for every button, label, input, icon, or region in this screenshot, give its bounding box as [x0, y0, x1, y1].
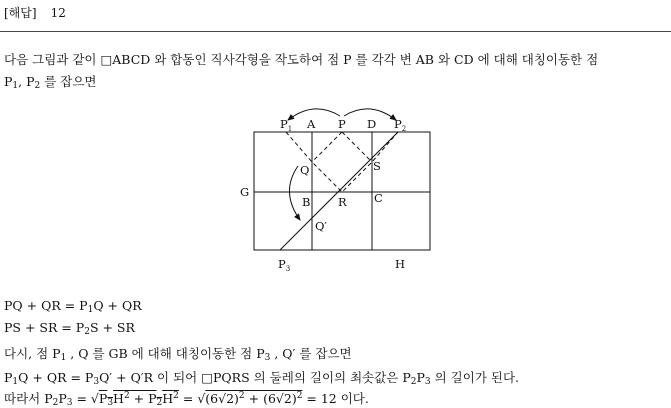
label-P1: $P_1$	[280, 117, 293, 133]
dashed-PQ	[312, 132, 342, 162]
answer-line	[4, 4, 66, 21]
divider	[0, 31, 671, 32]
outer-rectangle	[254, 132, 430, 250]
dashed-PS	[342, 132, 372, 162]
arc-q	[289, 166, 300, 220]
dashed-path	[286, 132, 398, 192]
math-line-5: 따라서 $P_2P_3 = √P_3H^2 + P_2H^2 = √(6√2)^2 + (6√2)^2 = 12$ 이다.	[4, 391, 369, 408]
answer-value: 12	[50, 6, 66, 20]
label-P3: $P_3$	[278, 257, 291, 273]
label-G: G	[240, 185, 250, 199]
problem-line-1: 다음 그림과 같이 □ABCD 와 합동인 직사각형을 작도하여 점 P 를 각각 변 AB 와 CD 에 대해 대칭이동한 점	[4, 52, 599, 67]
label-B: B	[302, 195, 311, 209]
answer-label: [해답]	[4, 6, 37, 20]
math-line-1: PQ + QR = $P_1Q$ + QR	[4, 298, 142, 315]
label-Q: Q	[300, 163, 310, 177]
math-line-4: $P_1Q$ + QR = $P_3Q' + Q'R$ 이 되어 □PQRS 의 둘레의 길이의 최솟값은 $P_2P_3$ 의 길이가 된다.	[4, 370, 520, 387]
label-Qprime: Q′	[315, 219, 328, 233]
label-P: P	[338, 117, 346, 131]
label-R: R	[338, 195, 347, 209]
label-S: S	[373, 159, 381, 173]
label-A: A	[307, 117, 316, 131]
geometry-figure	[234, 108, 444, 274]
math-line-3: 다시, 점 $P_1$ , Q 를 GB 에 대해 대칭이동한 점 $P_3$ , Q′ 를 잡으면	[4, 346, 352, 363]
label-H: H	[395, 257, 406, 271]
label-C: C	[374, 191, 383, 205]
label-P2: $P_2$	[394, 117, 407, 133]
label-D: D	[367, 117, 377, 131]
math-line-2: PS + SR = $P_2S$ + SR	[4, 320, 135, 337]
problem-line-2: $P_1$, $P_2$ 를 잡으면	[4, 74, 97, 91]
